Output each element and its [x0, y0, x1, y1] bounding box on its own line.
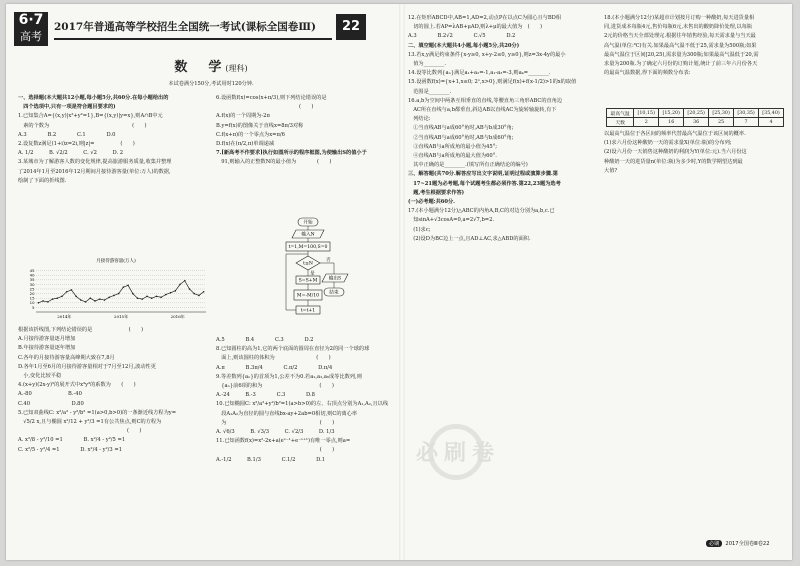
watermark-text: 必刷卷 — [415, 440, 500, 466]
question-line: 13.若x,y满足约束条件{x-y≥0, x+y-2≤0, y≥0},则z=3x-4y的最小 — [408, 51, 566, 58]
question-line: 为 ( ) — [216, 419, 335, 426]
chart-point — [38, 302, 40, 304]
column-2 — [216, 94, 396, 168]
chart-point — [123, 286, 125, 288]
option-line: A.f(x)的一个周期为-2π — [216, 113, 270, 120]
chart-y-tick-label: 15 — [29, 295, 35, 301]
flow-init-label: t=1,M=100,S=0 — [288, 245, 328, 250]
options-line: A.-80 B.-40 — [18, 391, 82, 398]
question-line: 范围是________. — [408, 88, 452, 95]
table-row-header: 天数 — [607, 118, 634, 127]
flow-yes-label: 是 — [310, 271, 315, 277]
question-line: 2元的价格当天全部处理完.根据往年销售经验,每天需求量与当天最 — [604, 33, 756, 40]
question-line: 最高气温位于区间[20,25),需求量为300瓶;如果最高气温低于20,需 — [604, 51, 759, 58]
chart-point — [52, 298, 54, 300]
chart-point — [193, 293, 195, 295]
flow-step-sum-label: S=S+M — [298, 278, 318, 284]
question-line: 根据该折线图,下列结论错误的是 ( ) — [18, 327, 144, 333]
chart-point — [179, 284, 181, 286]
question-line: 2.设复数z满足(1+i)z=2i,则|z|= ( ) — [18, 141, 135, 148]
options-line: A.3 B.2 C.1 D.0 — [18, 131, 116, 138]
visitor-line-chart — [22, 256, 210, 322]
options-line: A. x²/8 - y²/10 =1 B. x²/4 - y²/5 =1 — [18, 437, 126, 444]
subject-stream: (理科) — [225, 64, 248, 73]
chart-point — [151, 297, 153, 299]
question-line: {aₙ}前6项的和为 ( ) — [216, 383, 334, 390]
flow-input-label: 输入N — [301, 232, 315, 238]
question-line: 大值? — [604, 167, 618, 174]
chart-point — [71, 289, 73, 291]
brand-label: 高考 — [20, 30, 42, 43]
chart-point — [146, 296, 148, 298]
option-line: 小,变化比较平稳 — [18, 373, 62, 380]
table-cell: [20,25) — [684, 109, 709, 118]
chart-y-tick-label: 25 — [29, 286, 35, 292]
question-line: 17.(本小题满分12分)△ABC的内角A,B,C的对边分别为a,b,c.已 — [408, 208, 555, 215]
temperature-frequency-table — [606, 108, 784, 127]
options-line: A.-24 B.-3 C.3 D.8 — [216, 392, 315, 399]
question-line: 11.已知函数f(x)=x²-2x+a(eˣ⁻¹+e⁻ˣ⁺¹)有唯一零点,则a= — [216, 438, 351, 445]
options-line: A. √6/3 B. √3/3 C. √2/3 D. 1/3 — [216, 429, 335, 436]
question-line: 切的圆上.若AP=λAB+μAD,则λ+μ的最大值为 ( ) — [408, 24, 543, 31]
option-line: B.y=f(x)的图像关于直线x=8π/3对称 — [216, 122, 304, 129]
table-cell: [15,20) — [659, 109, 684, 118]
chart-point — [132, 293, 134, 295]
table-cell: 16 — [659, 118, 684, 127]
subsection-heading: (一)必考题:共60分. — [408, 199, 455, 206]
flow-start-label: 开始 — [303, 220, 313, 226]
question-line: 素的个数为 ( ) — [18, 122, 147, 129]
table-cell: 4 — [759, 118, 784, 127]
chart-point — [80, 299, 82, 301]
paper-number-badge: 22 — [336, 14, 366, 40]
chart-point — [170, 292, 172, 294]
brand-logo — [14, 12, 48, 46]
options-line: A. 1/2 B. √2/2 C. √2 D. 2 — [18, 150, 124, 157]
chart-point — [99, 298, 101, 300]
flow-end-label: 结束 — [329, 290, 339, 296]
subject-title — [156, 56, 266, 75]
chart-x-tick-label: 2014年 — [57, 314, 72, 319]
table-cell: [35,40) — [759, 109, 784, 118]
option-line: C.各年的月接待游客量高峰期大致在7,8月 — [18, 354, 115, 361]
chart-y-tick-label: 45 — [29, 268, 35, 273]
question-line: √5/2 x,且与椭圆 x²/12 + y²/3 =1有公共焦点,则C的方程为 — [18, 419, 162, 426]
footer-tag: 必刷 — [706, 540, 722, 547]
chart-point — [61, 296, 63, 298]
options-line: A.3 B.2√2 C.√5 D.2 — [408, 33, 516, 40]
question-line: 其中正确的是________.(填写所有正确结论的编号) — [408, 162, 528, 169]
column-1-continued — [18, 326, 208, 455]
option-line: B.年接待游客量逐年增加 — [18, 345, 76, 352]
section-heading: 三、解答题(共70分.解答应写出文字说明,证明过程或演算步骤.第 — [408, 171, 558, 178]
chart-grid — [36, 271, 206, 312]
chart-point — [104, 299, 106, 301]
exam-sheet — [6, 4, 792, 560]
chart-title: 月接待游客量(万人) — [96, 259, 136, 264]
options-line: A.-1/2 B.1/3 C.1/2 D.1 — [216, 456, 326, 463]
question-line: 8.已知圆柱的高为1,它的两个底面的圆周在直径为2的同一个球的球 — [216, 346, 370, 353]
brand-number: 6·7 — [18, 12, 44, 28]
chart-point — [198, 295, 200, 297]
question-line: (2)设六月份一天销售这种酸奶的利润为Y(单位:元).当六月份这 — [604, 149, 747, 156]
page-footer — [706, 540, 770, 547]
section-heading-cont: 四个选项中,只有一项是符合题目要求的) — [18, 104, 116, 111]
chart-point — [108, 296, 110, 298]
option-line: A.月接待游客量逐月增加 — [18, 336, 76, 343]
exam-note: 本试卷满分150分,考试用时120分钟. — [168, 81, 254, 87]
question-line: 种酸奶一天的进货量n(单位:瓶)为多少时,Y的数学期望达到最 — [604, 158, 743, 165]
question-line: 14.设等比数列{aₙ}满足a₁+a₂=-1,a₁-a₃=-3,则a₄=________. — [408, 70, 551, 77]
chart-point — [160, 296, 162, 298]
exam-title: 2017年普通高等学校招生全国统一考试(课标全国卷Ⅲ) — [54, 16, 332, 40]
question-line: 91,则输入的正整数N的最小值为 ( ) — [216, 159, 332, 166]
flow-output-label: 输出S — [328, 276, 342, 282]
question-line: 面上,则该圆柱的体积为 ( ) — [216, 355, 331, 362]
chart-point — [56, 297, 58, 299]
chart-point — [75, 296, 77, 298]
question-line: (2)设D为BC边上一点,且AD⊥AC,求△ABD的面积. — [408, 235, 531, 242]
column-2-continued — [216, 336, 396, 465]
chart-series-line — [38, 281, 203, 303]
question-line: 15.设函数f(x)={x+1,x≤0; 2ˣ,x>0},则满足f(x)+f(x-1/2)>1的x的取值 — [408, 79, 577, 86]
chart-point — [165, 294, 167, 296]
question-line: (1)求c; — [408, 226, 431, 233]
chart-point — [156, 296, 158, 298]
section-heading: 一、选择题(本大题共12小题,每小题5分,共60分.在每小题给出的 — [18, 95, 169, 101]
question-line: (1)求六月份这种酸奶一天的需求量X(单位:瓶)的分布列; — [604, 140, 732, 147]
flow-condition-label: t≤N — [303, 261, 313, 267]
chart-point — [118, 293, 120, 295]
question-line: 1.已知集合A={(x,y)|x²+y²=1},B={(x,y)|y=x},则A∩B中元 — [18, 113, 163, 120]
statement-line: ②当直线AB与a成60°角时,AB与b成60°角; — [408, 134, 514, 141]
question-line: 高气温(单位:℃)有关.如果最高气温不低于25,需求量为500瓶;如果 — [604, 42, 757, 49]
options-line: C. x²/5 - y²/4 =1 D. x²/4 - y²/3 =1 — [18, 446, 123, 453]
question-line: ( ) — [18, 428, 142, 435]
table-cell: [10,15) — [634, 109, 659, 118]
question-line: 的最高气温数据,得下面的频数分布表: — [604, 70, 691, 77]
chart-point — [189, 288, 191, 290]
column-4-continued — [604, 130, 786, 176]
chart-point — [141, 298, 143, 300]
chart-y-tick-label: 10 — [29, 300, 35, 306]
column-3 — [408, 14, 598, 244]
question-line: 7.[新高考不作要求]执行如图所示的程序框图,为使输出S的值小于 — [216, 150, 367, 157]
table-row — [607, 109, 784, 118]
question-line: ( ) — [216, 447, 335, 454]
chart-point — [175, 290, 177, 292]
chart-x-tick-label: 2015年 — [113, 314, 129, 319]
chart-point — [42, 300, 44, 302]
question-line: 列结论: — [408, 116, 431, 123]
footer-text: 2017全国卷Ⅲ卷22 — [725, 541, 770, 547]
table-row — [607, 118, 784, 127]
question-line: 同,进货成本每瓶4元,售价每瓶6元,未售出的酸奶降价处理,以每瓶 — [604, 24, 753, 31]
question-line: 10.已知椭圆C: x²/a²+y²/b²=1(a>b>0)的左、右顶点分别为A₁,A₂,且以线 — [216, 401, 389, 408]
table-cell: 2 — [634, 118, 659, 127]
question-line: ( ) — [216, 104, 314, 111]
options-line: A.π B.3π/4 C.π/2 D.π/4 — [216, 364, 333, 371]
table-row-header: 最高气温 — [607, 109, 634, 118]
section-heading: 二、填空题(本大题共4小题,每小题5分,共20分) — [408, 42, 520, 49]
question-line: 18.(本小题满分12分)某超市计划按月订购一种酸奶,每天进货量相 — [604, 15, 755, 21]
watermark — [398, 420, 518, 480]
question-line: 值为________. — [408, 61, 446, 68]
question-line: 以最高气温位于各区间的频率代替最高气温位于该区间的概率. — [604, 131, 746, 137]
chart-x-ticks — [57, 313, 185, 319]
flow-step-m-label: M=-M/10 — [296, 293, 320, 299]
column-4 — [604, 14, 786, 78]
chart-y-tick-label: 30 — [29, 281, 35, 287]
flow-step-t-label: t=t+1 — [300, 308, 316, 314]
option-line: C.f(x+π)的一个零点为x=π/6 — [216, 131, 285, 138]
question-line: AC所在直线与a,b都垂直,斜边AB以直线AC为旋转轴旋转,有下 — [408, 107, 557, 114]
options-line: C.40 D.80 — [18, 400, 84, 407]
chart-y-tick-label: 35 — [29, 277, 35, 283]
chart-point — [113, 295, 115, 297]
question-line: 求量为200瓶.为了确定六月份的订购计划,统计了前三年六月份各天 — [604, 61, 758, 68]
question-line: 6.设函数f(x)=cos(x+π/3),则下列结论错误的是 — [216, 95, 327, 101]
statement-line: ①当直线AB与a成60°角时,AB与b成30°角; — [408, 125, 514, 132]
chart-y-tick-label: 40 — [29, 272, 35, 278]
statement-line: ③直线AB与a所成角的最小值为45°; — [408, 143, 498, 150]
section-heading-cont: 17~21题为必考题,每个试题考生都必须作答.第22,23题为选考 — [408, 180, 561, 187]
chart-point — [137, 297, 139, 299]
chart-x-tick-label: 2016年 — [170, 314, 185, 319]
subject-name: 数 学 — [174, 60, 226, 75]
flow-no-label: 否 — [326, 258, 331, 263]
chart-point — [127, 285, 129, 287]
question-line: 段A₁A₂为直径的圆与直线bx-ay+2ab=0相切,则C的离心率 — [216, 410, 358, 417]
chart-point — [90, 297, 92, 299]
question-line: 5.已知双曲线C: x²/a² - y²/b² =1(a>0,b>0)的一条渐近线方程为y= — [18, 409, 177, 416]
chart-points — [38, 280, 205, 304]
chart-point — [66, 291, 68, 293]
question-line: 9.等差数列{aₙ}的首项为1,公差不为0.若a₂,a₃,a₆成等比数列,则 — [216, 373, 362, 380]
question-line: 16.a,b为空间中两条互相垂直的直线,等腰直角三角形ABC的直角边 — [408, 97, 563, 104]
chart-point — [47, 301, 49, 303]
table-cell: [30,35) — [734, 109, 759, 118]
question-line: 4.(x+y)(2x-y)⁵的展开式中x³y³的系数为 ( ) — [18, 382, 136, 389]
chart-point — [203, 291, 205, 293]
chart-point — [184, 280, 186, 282]
options-line: A.5 B.4 C.3 D.2 — [216, 337, 314, 343]
chart-y-tick-label: 5 — [32, 304, 35, 310]
column-1 — [18, 94, 208, 186]
option-line: D.f(x)在(π/2,π)单调递减 — [216, 141, 275, 148]
section-heading-cont: 题,考生根据要求作答) — [408, 189, 465, 196]
chart-y-tick-label: 20 — [29, 291, 35, 296]
chart-y-ticks — [30, 268, 35, 310]
program-flowchart — [264, 216, 356, 334]
chart-point — [94, 300, 96, 302]
chart-point — [85, 301, 87, 303]
option-line: D.各年1月至6月的月接待游客量相对于7月至12月,波动性更 — [18, 363, 156, 370]
table-cell: [25,30) — [709, 109, 734, 118]
statement-line: ④直线AB与a所成角的最大值为60°. — [408, 153, 497, 160]
question-line: 知sinA+√3cosA=0,a=2√7,b=2. — [408, 217, 495, 224]
table-cell: 25 — [709, 118, 734, 127]
question-line: 3.某城市为了解游客人数的变化规律,提高旅游服务质量,收集并整理 — [18, 159, 172, 166]
table-cell: 36 — [684, 118, 709, 127]
question-line: 12.在矩形ABCD中,AB=1,AD=2,动点P在以点C为圆心且与BD相 — [408, 15, 561, 21]
table-cell: 7 — [734, 118, 759, 127]
question-line: 绘制了下面的折线图. — [18, 177, 67, 184]
question-line: 了2014年1月至2016年12月期间月接待游客量(单位:万人)的数据, — [18, 168, 171, 175]
